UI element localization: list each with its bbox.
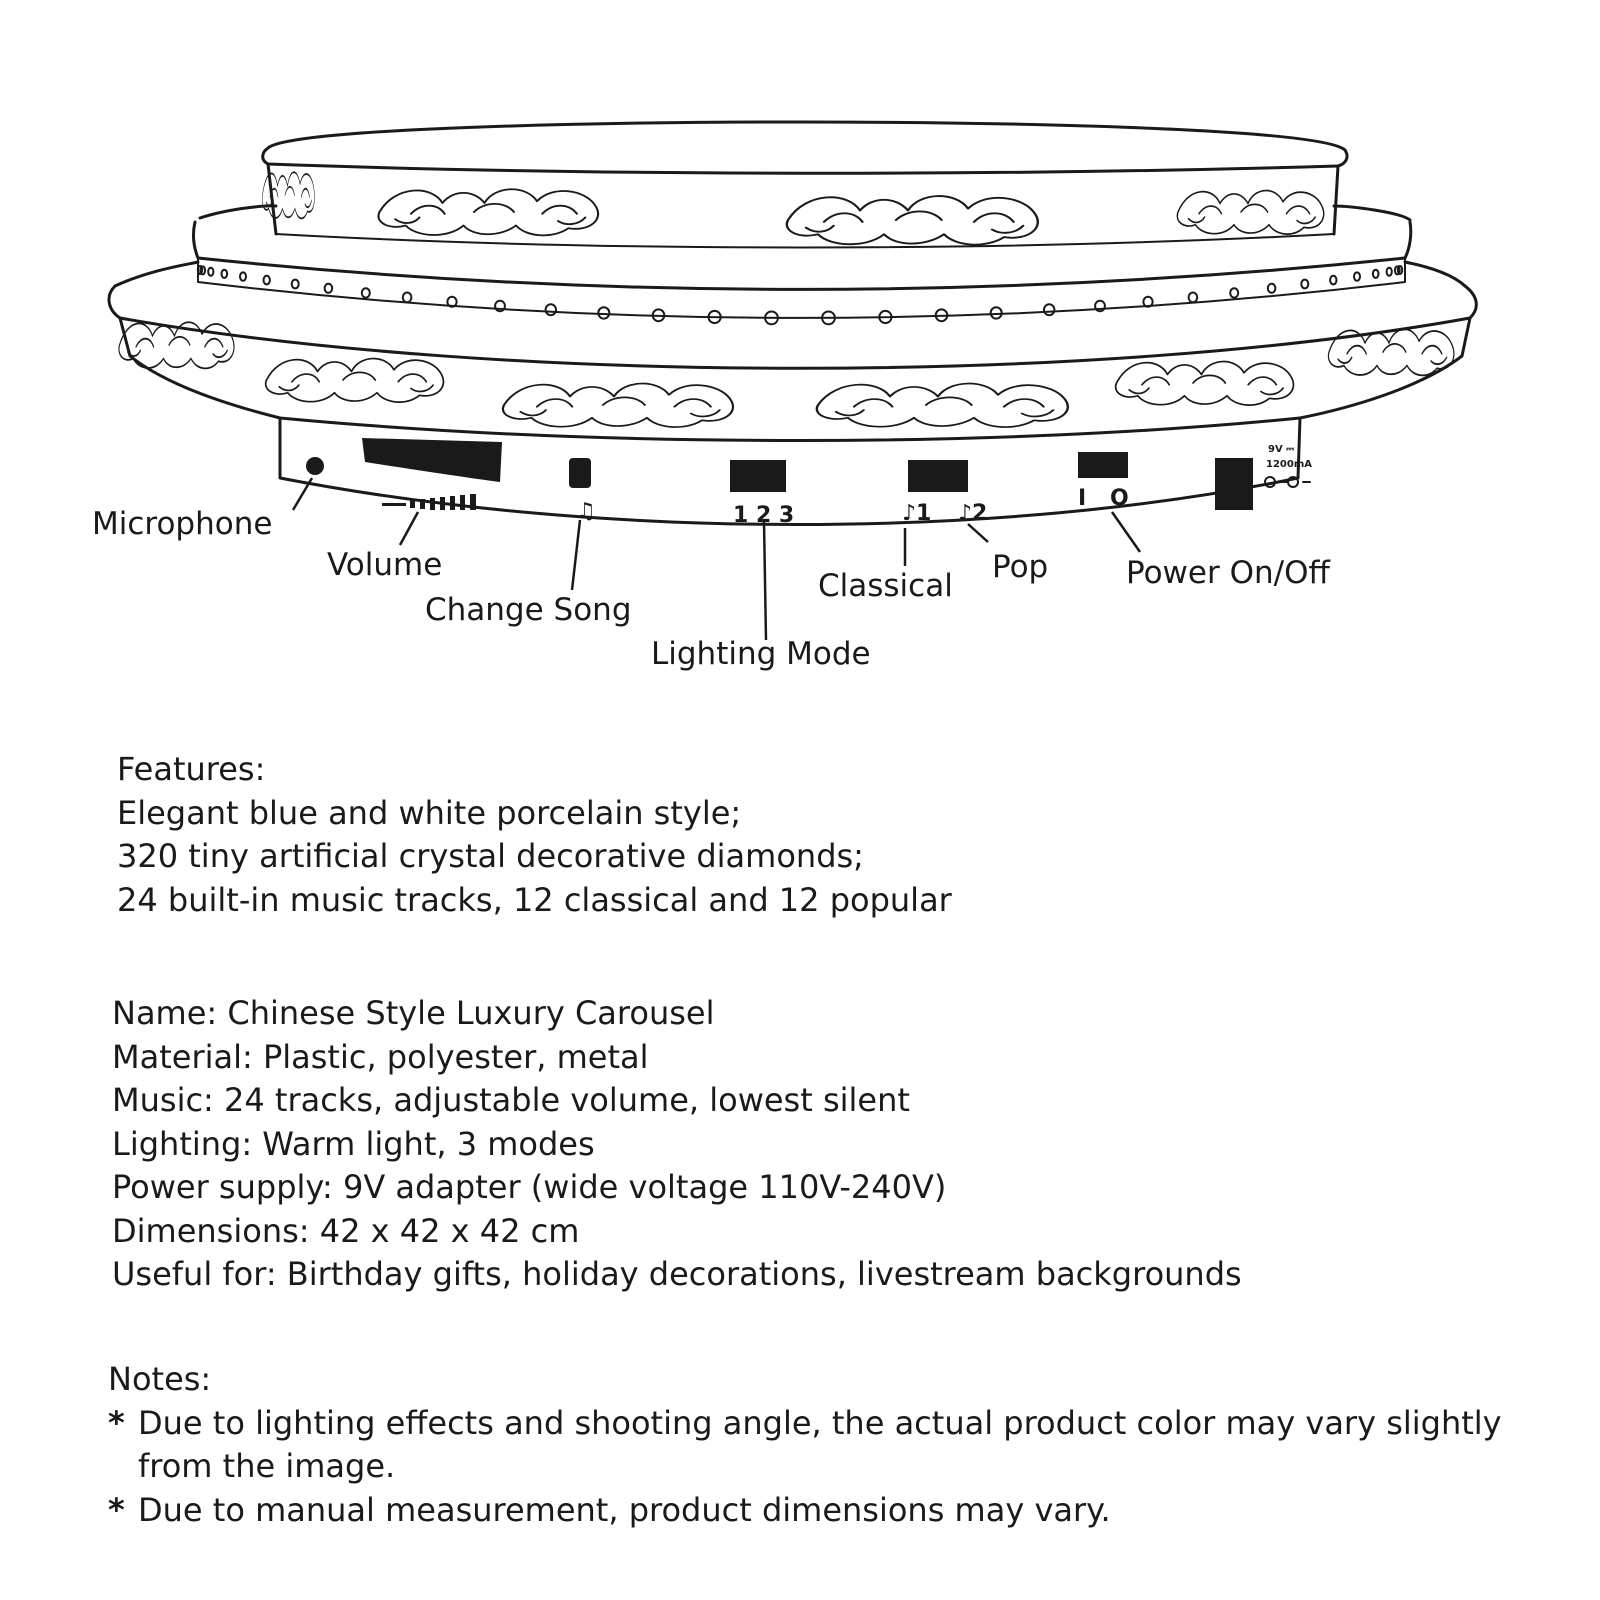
song-glyph: ♫ bbox=[576, 499, 596, 524]
lighting-mode-button-icon bbox=[730, 460, 786, 492]
crystal-diamond bbox=[403, 293, 412, 303]
label-microphone: Microphone bbox=[92, 506, 273, 542]
notes-heading: Notes: bbox=[108, 1360, 212, 1398]
volume-wheel-icon bbox=[362, 438, 502, 482]
note-bullet: * bbox=[108, 1403, 125, 1442]
carousel-base-diagram bbox=[0, 0, 1600, 700]
feature-item: Elegant blue and white porcelain style; bbox=[117, 793, 742, 832]
note-text: Due to lighting effects and shooting angle, the actual product color may vary slightly from the image. bbox=[138, 1403, 1502, 1485]
crystal-diamond bbox=[991, 307, 1002, 318]
label-volume: Volume bbox=[327, 547, 443, 583]
dc-jack-icon bbox=[1215, 458, 1253, 510]
features-section bbox=[117, 748, 952, 922]
crystal-diamond bbox=[264, 276, 270, 285]
adapter-current: 1200mA bbox=[1266, 459, 1312, 470]
spec-material: Material: Plastic, polyester, metal bbox=[112, 1037, 649, 1076]
crystal-diamond bbox=[1354, 272, 1360, 280]
crystal-diamond bbox=[362, 288, 370, 297]
crystal-diamond bbox=[325, 284, 333, 293]
crystal-diamond bbox=[1301, 280, 1308, 289]
crystal-diamond bbox=[240, 272, 246, 280]
power-button-icon bbox=[1078, 452, 1128, 478]
spec-name: Name: Chinese Style Luxury Carousel bbox=[112, 994, 715, 1032]
label-classical: Classical bbox=[818, 568, 953, 604]
control-panel bbox=[280, 418, 1312, 528]
spec-lighting: Lighting: Warm light, 3 modes bbox=[112, 1124, 595, 1163]
crystal-diamond bbox=[598, 307, 609, 318]
crystal-diamond bbox=[1230, 288, 1238, 297]
crystal-diamond bbox=[222, 270, 228, 278]
note-item bbox=[108, 1402, 1538, 1489]
label-pop: Pop bbox=[992, 549, 1049, 585]
specs-section bbox=[112, 992, 1242, 1297]
label-lighting-mode: Lighting Mode bbox=[651, 636, 871, 672]
classical-glyph: ♪1 bbox=[902, 501, 932, 526]
note-bullet: * bbox=[108, 1490, 125, 1529]
note-text: Due to manual measurement, product dimensions may vary. bbox=[138, 1490, 1111, 1529]
music-style-button-icon bbox=[908, 460, 968, 492]
spec-dimensions: Dimensions: 42 x 42 x 42 cm bbox=[112, 1211, 580, 1250]
note-item bbox=[108, 1489, 1538, 1533]
spec-power-supply: Power supply: 9V adapter (wide voltage 110V-240V) bbox=[112, 1168, 947, 1206]
microphone-hole-icon bbox=[306, 457, 324, 475]
crystal-diamond bbox=[1373, 270, 1379, 278]
features-heading: Features: bbox=[117, 750, 266, 788]
label-power: Power On/Off bbox=[1126, 555, 1330, 591]
crystal-diamond bbox=[1268, 284, 1276, 293]
crystal-diamond bbox=[1330, 276, 1336, 285]
spec-useful-for: Useful for: Birthday gifts, holiday decorations, livestream backgrounds bbox=[112, 1255, 1242, 1293]
crystal-diamond bbox=[1387, 268, 1392, 276]
middle-tier bbox=[194, 206, 1411, 324]
lighting-mode-marks: 1 2 3 bbox=[733, 503, 795, 528]
crystal-diamond bbox=[1189, 293, 1198, 303]
crystal-diamond bbox=[208, 268, 213, 276]
crystal-diamond bbox=[292, 280, 299, 289]
adapter-voltage: 9V ⎓ bbox=[1268, 444, 1295, 455]
power-on-mark: I bbox=[1078, 486, 1087, 511]
feature-item: 320 tiny artificial crystal decorative diamonds; bbox=[117, 837, 864, 875]
spec-music: Music: 24 tracks, adjustable volume, lowest silent bbox=[112, 1081, 910, 1119]
change-song-button-icon bbox=[569, 458, 591, 488]
top-tier bbox=[262, 122, 1347, 248]
power-off-mark: O bbox=[1110, 486, 1129, 511]
notes-section bbox=[108, 1358, 1538, 1532]
crystal-diamond bbox=[1044, 304, 1054, 315]
label-change-song: Change Song bbox=[425, 592, 632, 628]
feature-item: 24 built-in music tracks, 12 classical and 12 popular bbox=[117, 880, 952, 919]
crystal-diamond bbox=[546, 304, 556, 315]
pop-glyph: ♪2 bbox=[958, 501, 988, 526]
